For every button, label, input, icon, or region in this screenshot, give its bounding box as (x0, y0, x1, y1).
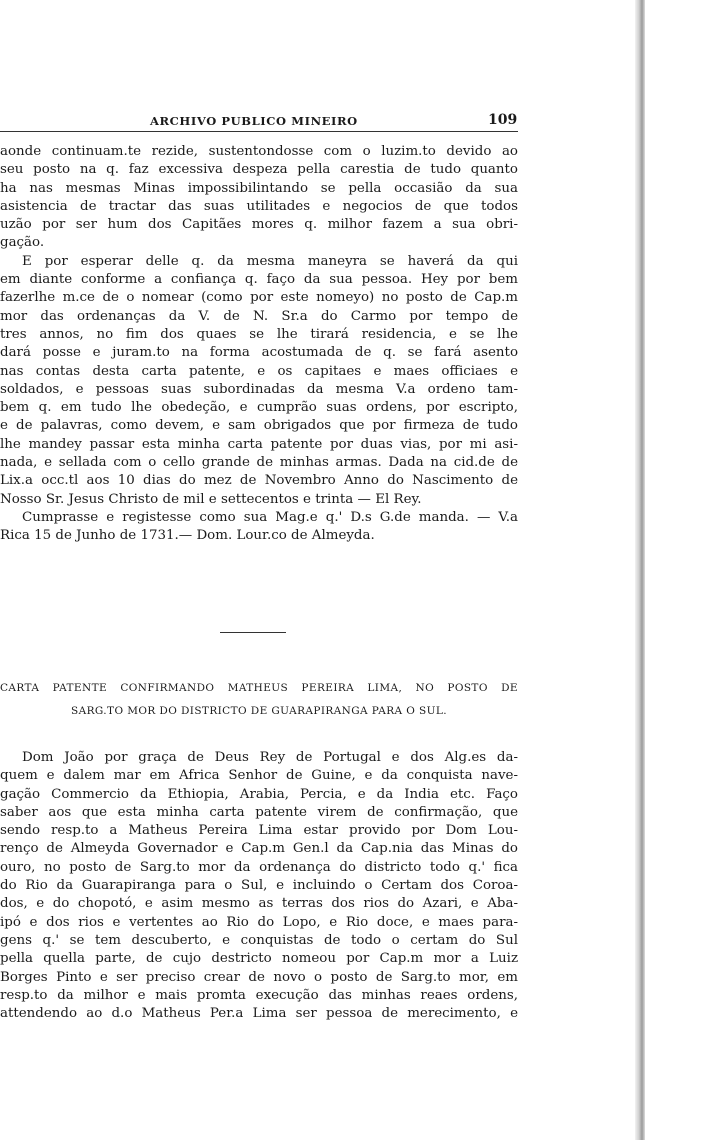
running-header (0, 112, 520, 132)
text-line: Rica 15 de Junho de 1731.— Dom. Lour.co de Almeyda. (0, 528, 375, 544)
text-line: lhe mandey passar esta minha carta patente por duas vias, por mi asi- (0, 436, 518, 452)
text-line: bem q. em tudo lhe obedeção, e cumprão suas ordens, por escripto, (0, 400, 518, 416)
text-line: Lix.a occ.tl aos 10 dias do mez de Novembro Anno do Nascimento de (0, 473, 518, 489)
text-line: Cumprasse e registesse como sua Mag.e q.' D.s G.de manda. — V.a (22, 509, 518, 525)
text-line: asistencia de tractar das suas utilitades e negocios de que todos (0, 198, 518, 214)
text-line: ha nas mesmas Minas impossibilintando se pella occasião da sua (0, 180, 518, 196)
text-line: pella quella parte, de cujo destricto nomeou por Cap.m mor a Luiz (0, 951, 518, 967)
text-line: nas contas desta carta patente, e os capitaes e maes officiaes e (0, 363, 518, 379)
text-line: seu posto na q. faz excessiva despeza pella carestia de tudo quanto (0, 162, 518, 178)
text-line: tres annos, no fim dos quaes se lhe tirará residencia, e se lhe (0, 326, 518, 342)
text-line: saber aos que esta minha carta patente virem de confirmação, que (0, 804, 518, 820)
text-line: Nosso Sr. Jesus Christo de mil e settecentos e trinta — El Rey. (0, 491, 422, 507)
header-rule (0, 131, 518, 132)
text-line: gens q.' se tem descuberto, e conquistas de todo o certam do Sul (0, 932, 518, 948)
section-heading (0, 677, 518, 723)
text-line: gação Commercio da Ethiopia, Arabia, Percia, e da India etc. Faço (0, 786, 518, 802)
text-line: do Rio da Guarapiranga para o Sul, e incluindo o Certam dos Coroa- (0, 878, 518, 894)
text-line: quem e dalem mar em Africa Senhor de Guine, e da conquista nave- (0, 768, 518, 784)
section-heading-line-2: SARG.TO MOR DO DISTRICTO DE GUARAPIRANGA PARA O SUL. (71, 705, 447, 717)
text-line: aonde continuam.te rezide, sustentondosse com o luzim.to devido ao (0, 144, 518, 159)
text-line: sendo resp.to a Matheus Pereira Lima estar provido por Dom Lou- (0, 823, 518, 839)
text-line: renço de Almeyda Governador e Cap.m Gen.l da Cap.nia das Minas do (0, 841, 518, 857)
text-line: e de palavras, como devem, e sam obrigados que por firmeza de tudo (0, 418, 518, 434)
book-gutter-shadow (635, 0, 645, 1140)
text-line: ipó e dos rios e vertentes ao Rio do Lopo, e Rio doce, e maes para- (0, 914, 518, 930)
text-line: gação. (0, 235, 45, 251)
text-line: attendendo ao d.o Matheus Per.a Lima ser pessoa de merecimento, e (0, 1006, 518, 1022)
text-block-bottom (0, 749, 518, 1023)
running-title: ARCHIVO PUBLICO MINEIRO (150, 114, 358, 128)
text-line: resp.to da milhor e mais promta execução das minhas reaes ordens, (0, 987, 518, 1003)
text-line: mor das ordenanças da V. de N. Sr.a do Carmo por tempo de (0, 308, 518, 324)
text-line: soldados, e pessoas suas subordinadas da mesma V.a ordeno tam- (0, 381, 518, 397)
text-line: em diante conforme a confiança q. faço da sua pessoa. Hey por bem (0, 272, 518, 288)
text-line: nada, e sellada com o cello grande de minhas armas. Dada na cid.de de (0, 455, 518, 471)
text-line: Dom João por graça de Deus Rey de Portugal e dos Alg.es da- (22, 750, 518, 765)
page-number: 109 (488, 112, 518, 128)
text-line: E por esperar delle q. da mesma maneyra se haverá da qui (22, 253, 518, 269)
text-block-top (0, 143, 518, 546)
text-line: dos, e do chopotó, e asim mesmo as terras dos rios do Azari, e Aba- (0, 896, 518, 912)
section-heading-line-1: CARTA PATENTE CONFIRMANDO MATHEUS PEREIRA LIMA, NO POSTO DE (0, 682, 518, 694)
text-line: Borges Pinto e ser preciso crear de novo o posto de Sarg.to mor, em (0, 969, 518, 985)
text-line: fazerlhe m.ce de o nomear (como por este nomeyo) no posto de Cap.m (0, 290, 518, 306)
section-separator (220, 632, 286, 633)
text-line: dará posse e juram.to na forma acostumada de q. se fará asento (0, 345, 518, 361)
text-line: ouro, no posto de Sarg.to mor da ordenança do districto todo q.' fica (0, 859, 518, 875)
text-line: uzão por ser hum dos Capitães mores q. milhor fazem a sua obri- (0, 217, 518, 233)
